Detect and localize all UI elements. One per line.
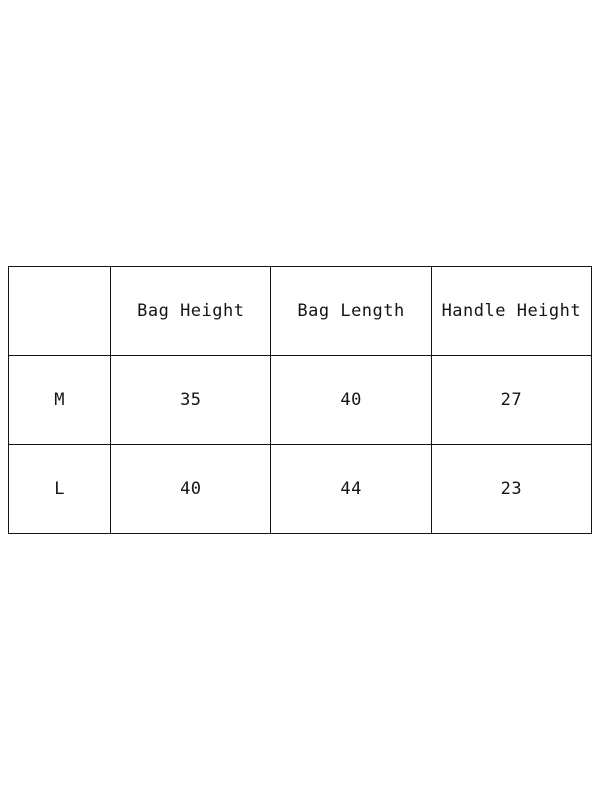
cell-l-bag-height: 40 bbox=[111, 445, 271, 534]
table-body bbox=[9, 356, 592, 534]
table-header-row bbox=[9, 267, 592, 356]
cell-m-handle-height: 27 bbox=[431, 356, 591, 445]
table-corner-cell bbox=[9, 267, 111, 356]
row-label-l: L bbox=[9, 445, 111, 534]
cell-m-bag-height: 35 bbox=[111, 356, 271, 445]
table-row bbox=[9, 445, 592, 534]
row-label-m: M bbox=[9, 356, 111, 445]
cell-l-handle-height: 23 bbox=[431, 445, 591, 534]
cell-l-bag-length: 44 bbox=[271, 445, 431, 534]
cell-m-bag-length: 40 bbox=[271, 356, 431, 445]
size-chart-container bbox=[8, 266, 592, 534]
column-header-handle-height: Handle Height bbox=[431, 267, 591, 356]
table-row bbox=[9, 356, 592, 445]
size-chart-table bbox=[8, 266, 592, 534]
column-header-bag-height: Bag Height bbox=[111, 267, 271, 356]
table-header bbox=[9, 267, 592, 356]
column-header-bag-length: Bag Length bbox=[271, 267, 431, 356]
